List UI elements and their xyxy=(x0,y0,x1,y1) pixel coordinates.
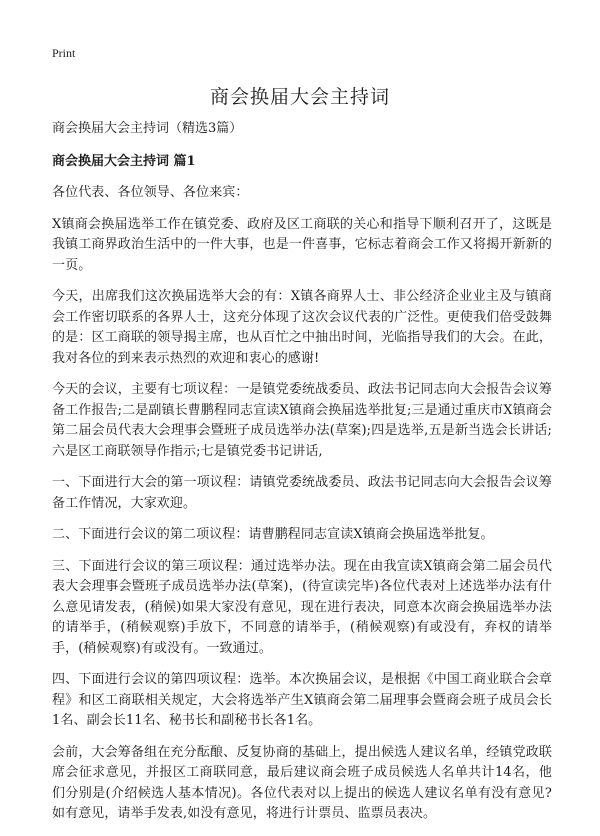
section-heading: 商会换届大会主持词 篇1 xyxy=(52,154,196,169)
paragraph: X镇商会换届选举工作在镇党委、政府及区工商联的关心和指导下顺利召开了，这既是我镇工商界政治生活中的一件大事，也是一件喜事，它标志着商会工作又将揭开新新的一页。 xyxy=(52,216,552,273)
page-title: 商会换届大会主持词 xyxy=(209,86,390,108)
paragraph-item-4: 四、下面进行会议的第四项议程：选举。本次换届会议，是根据《中国工商业联合会章程》和区工商联相关规定，大会将选举产生X镇商会第二届理事会暨商会班子成员会长1名、副会长11名、秘书长和副秘书长各1名。 xyxy=(52,672,552,728)
document-subtitle: 商会换届大会主持词（精选3篇） xyxy=(52,121,243,136)
paragraph-item-2: 二、下面进行会议的第二项议程：请曹鹏程同志宣读X镇商会换届选举批复。 xyxy=(52,527,494,542)
paragraph: 会前，大会筹备组在充分酝酿、反复协商的基础上，提出候选人建议名单，经镇党政联席会征求意见，并报区工商联同意，最后建议商会班子成员候选人名单共计14名，他们分别是(介绍候选人基本情况)。各位代表对以上提出的候选人建议名单有没有意见?如有意见，请举手发表,如没有意见，将进行计票员、监票员表决。 xyxy=(52,744,552,821)
paragraph-agenda: 今天的会议，主要有七项议程：一是镇党委统战委员、政法书记同志向大会报告会议筹备工作报告;二是副镇长曹鹏程同志宣读X镇商会换届选举批复;三是通过重庆市X镇商会第二届会员代表大会理事会暨班子成员选举办法(草案);四是选举,五是新当选会长讲话;六是区工商联领导作指示;七是镇党委书记讲话, xyxy=(52,382,552,459)
paragraph-item-1: 一、下面进行大会的第一项议程：请镇党委统战委员、政法书记同志向大会报告会议筹备工作情况，大家欢迎。 xyxy=(52,475,552,511)
paragraph-item-3: 三、下面进行会议的第三项议程：通过选举办法。现在由我宣读X镇商会第二届会员代表大会理事会暨班子成员选举办法(草案)，(待宣读完毕)各位代表对上述选举办法有什么意见请发表，(稍候)如果大家没有意见，现在进行表决，同意本次商会换届选举办法的请举手，(稍候观察)手放下，不同意的请举手，(稍候观察)有或没有，弃权的请举手，(稍候观察)有或没有。一致通过。 xyxy=(52,558,552,656)
paragraph: 今天，出席我们这次换届选举大会的有：X镇各商界人士、非公经济企业业主及与镇商会工作密切联系的各界人士，这充分体现了这次会议代表的广泛性。更使我们倍受鼓舞的是：区工商联的领导揭主席，也从百忙之中抽出时间，光临指导我们的大会。在此，我对各位的到来表示热烈的欢迎和衷心的感谢! xyxy=(52,289,552,366)
paragraph-greeting: 各位代表、各位领导、各位来宾： xyxy=(52,185,249,200)
print-label: Print xyxy=(52,46,76,60)
document-body xyxy=(52,119,552,836)
